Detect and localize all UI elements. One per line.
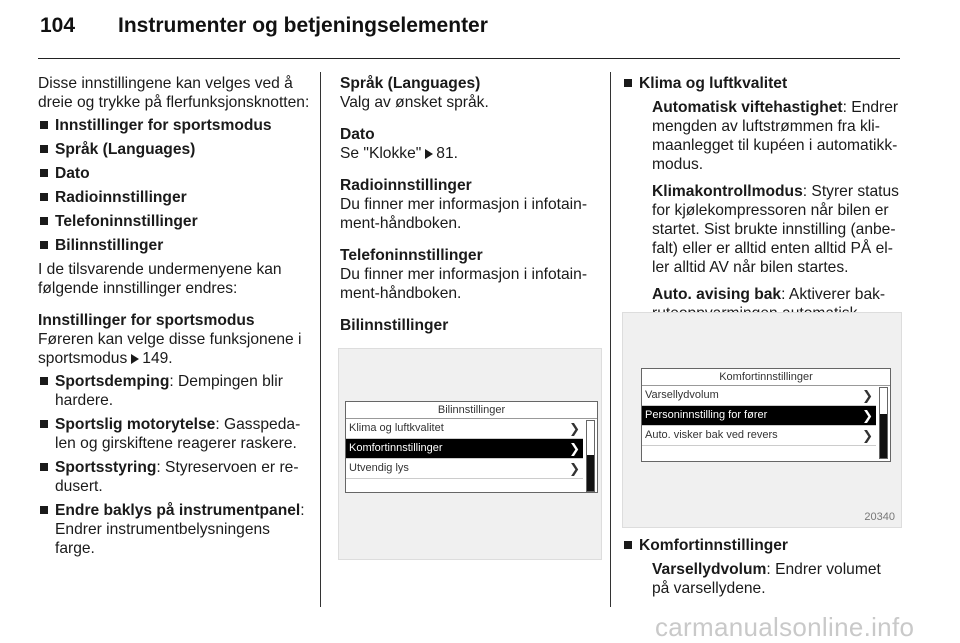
screen-title: Komfortinnstillinger <box>642 369 890 386</box>
screen-title: Bilinnstillinger <box>346 402 597 419</box>
column-divider <box>320 72 321 607</box>
screen-row: Varsellydvolum ❯ <box>642 386 876 406</box>
chevron-right-icon: ❯ <box>569 441 580 456</box>
climate-item: Auto. avising bak: Aktiverer bak <box>652 286 886 303</box>
chevron-right-icon: ❯ <box>862 428 873 443</box>
bullet-icon <box>40 145 48 153</box>
page-ref-icon <box>425 149 433 159</box>
intro-text: Disse innstillingene kan velges ved å dreie og trykke på flerfunksjonsknotten: <box>38 75 310 111</box>
bullet-icon <box>40 169 48 177</box>
chevron-right-icon: ❯ <box>862 408 873 423</box>
list-item: Språk (Languages) <box>38 140 310 159</box>
screen-row: Klima og luftkvalitet ❯ <box>346 419 583 439</box>
scrollbar <box>586 420 595 492</box>
comfort-heading: Komfortinnstillinger <box>622 536 902 555</box>
comfort-settings-screen-figure <box>622 312 902 528</box>
climate-heading: Klima og luftkvalitet <box>622 74 902 93</box>
screen-row: Utvendig lys ❯ <box>346 459 583 479</box>
settings-menu-list <box>38 116 310 255</box>
radio-heading: Radioinnstillinger <box>340 177 472 194</box>
chevron-right-icon: ❯ <box>862 388 873 403</box>
header-rule <box>38 58 900 59</box>
language-heading: Språk (Languages) <box>340 75 481 92</box>
page-number: 104 <box>40 14 76 37</box>
list-item: Telefoninnstillinger <box>38 212 310 231</box>
list-item: Innstillinger for sportsmodus <box>38 116 310 135</box>
screen-row-selected: Personinnstilling for fører ❯ <box>642 406 876 426</box>
phone-heading: Telefoninnstillinger <box>340 247 483 264</box>
display-panel <box>345 401 598 493</box>
bullet-icon <box>624 79 632 87</box>
comfort-item: Varsellydvolum: Endrer volumet på varsellydene. <box>652 561 881 597</box>
sport-text: Føreren kan velge disse funksjonene i sportsmodus 149. <box>38 331 302 367</box>
date-text: Se "Klokke" 81. <box>340 145 458 162</box>
bullet-icon <box>40 463 48 471</box>
page-header <box>40 14 488 38</box>
phone-text: Du finner mer informasjon i infotainment-håndboken. <box>340 266 588 302</box>
bullet-icon <box>40 217 48 225</box>
figure-code: 20340 <box>864 511 895 523</box>
list-item: Sportslig motorytelse: Gasspedalen og girskiftene reagerer raskere. <box>38 415 310 453</box>
scrollbar-thumb <box>880 414 887 458</box>
bullet-icon <box>624 541 632 549</box>
bullet-icon <box>40 241 48 249</box>
bullet-icon <box>40 420 48 428</box>
bullet-icon <box>40 193 48 201</box>
chevron-right-icon: ❯ <box>569 421 580 436</box>
column-divider <box>610 72 611 607</box>
screen-row: Auto. visker bak ved revers ❯ <box>642 426 876 446</box>
date-heading: Dato <box>340 126 375 143</box>
climate-item: Klimakontrollmodus: Styrer status for kjølekompressoren når bilen er startet. Sist brukte innstilling (anbefalt) eller er alltid enten alltid PÅ eller alltid AV når bilen startes. <box>652 183 899 276</box>
scrollbar-thumb <box>587 455 594 491</box>
sport-heading: Innstillinger for sportsmodus <box>38 312 255 329</box>
bullet-icon <box>40 121 48 129</box>
display-panel <box>641 368 891 462</box>
list-item: Radioinnstillinger <box>38 188 310 207</box>
chevron-right-icon: ❯ <box>569 461 580 476</box>
column-3 <box>622 74 902 331</box>
sport-options-list <box>38 372 310 558</box>
car-settings-heading: Bilinnstillinger <box>340 317 449 334</box>
climate-item: Automatisk viftehastighet: Endrer mengden av luftstrømmen fra klimaanlegget til kupéen i automatikkmodus. <box>652 99 899 173</box>
watermark: carmanualsonline.info <box>655 612 915 642</box>
scrollbar <box>879 387 888 459</box>
list-item: Endre baklys på instrumentpanel: Endrer instrumentbelysningens farge. <box>38 501 310 558</box>
list-item: Sportsstyring: Styreservoen er redusert. <box>38 458 310 496</box>
screen-row-selected: Komfortinnstillinger ❯ <box>346 439 583 459</box>
column-2 <box>340 74 602 335</box>
radio-text: Du finner mer informasjon i infotainment-håndboken. <box>340 196 588 232</box>
comfort-section <box>622 536 902 606</box>
list-item: Bilinnstillinger <box>38 236 310 255</box>
page-ref-icon <box>131 354 139 364</box>
bullet-icon <box>40 377 48 385</box>
list-item: Dato <box>38 164 310 183</box>
submenu-text: I de tilsvarende undermenyene kan følgende innstillinger endres: <box>38 261 282 297</box>
bullet-icon <box>40 506 48 514</box>
language-text: Valg av ønsket språk. <box>340 94 489 111</box>
list-item: Sportsdemping: Dempingen blir hardere. <box>38 372 310 410</box>
column-1 <box>38 74 310 563</box>
car-settings-screen-figure <box>338 348 602 560</box>
page-title: Instrumenter og betjeningselementer <box>118 14 488 37</box>
